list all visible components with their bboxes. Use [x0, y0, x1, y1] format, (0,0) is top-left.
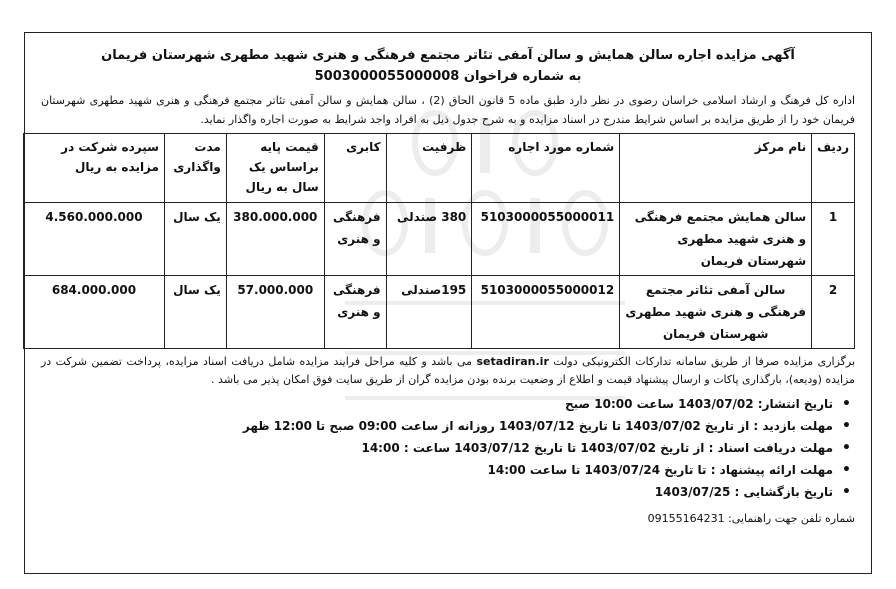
date-opening: • تاریخ بازگشایی : 1403/07/25 — [41, 481, 833, 503]
dates-list — [41, 393, 855, 503]
title-line-2: به شماره فراخوان 5003000055000008 — [314, 69, 582, 84]
date-proposal: • مهلت ارائه پیشنهاد : تا تاریخ 1403/07/24 تا ساعت 14:00 — [41, 459, 833, 481]
table-row — [24, 203, 855, 276]
procedure-paragraph — [41, 353, 855, 389]
cell-usage: فرهنگی و هنری — [324, 203, 386, 276]
date-documents: • مهلت دریافت اسناد : از تاریخ 1403/07/02 تا تاریخ 1403/07/12 ساعت : 14:00 — [41, 437, 833, 459]
cell-center-name: سالن همایش مجتمع فرهنگی و هنری شهید مطهری شهرستان فریمان — [620, 203, 812, 276]
cell-duration: یک سال — [164, 276, 226, 349]
cell-base-price: 380.000.000 — [226, 203, 324, 276]
cell-capacity: 380 صندلی — [386, 203, 472, 276]
header-capacity: ظرفیت — [386, 134, 472, 203]
header-center-name: نام مرکز — [620, 134, 812, 203]
cell-usage: فرهنگی و هنری — [324, 276, 386, 349]
notice-frame — [24, 32, 872, 574]
cell-deposit: 684.000.000 — [24, 276, 165, 349]
header-deposit: سپرده شرکت در مزایده به ریال — [24, 134, 165, 203]
cell-duration: یک سال — [164, 203, 226, 276]
table-row — [24, 276, 855, 349]
procedure-text-1: برگزاری مزایده صرفا از طریق سامانه تدارکات الکترونیکی دولت — [553, 355, 856, 368]
header-base-price: قیمت پایه براساس یک سال به ریال — [226, 134, 324, 203]
cell-deposit: 4.560.000.000 — [24, 203, 165, 276]
cell-base-price: 57.000.000 — [226, 276, 324, 349]
cell-row-number: 2 — [812, 276, 855, 349]
date-visit: • مهلت بازدید : از تاریخ 1403/07/02 تا تاریخ 1403/07/12 روزانه از ساعت 09:00 صبح تا 12:00 ظهر — [41, 415, 833, 437]
guidance-phone: شماره تلفن جهت راهنمایی: 09155164231 — [647, 512, 855, 525]
procedure-text-2: می باشد و کلیه مراحل فرایند مزایده شامل دریافت اسناد مزایده، پرداخت تضمین شرکت در مزایده (ودیعه)، بارگذاری پاکات و ارسال پیشنهاد قیمت و اطلاع از وضعیت برنده بودن مزایده گران از طریق سایت فوق امکان پذیر می باشد . — [41, 355, 855, 386]
cell-center-name: سالن آمفی تئاتر مجتمع فرهنگی و هنری شهید مطهری شهرستان فریمان — [620, 276, 812, 349]
header-row-number: ردیف — [812, 134, 855, 203]
auction-table — [23, 133, 855, 349]
date-publish: • تاریخ انتشار: 1403/07/02 ساعت 10:00 صبح — [41, 393, 833, 415]
header-lease-number: شماره مورد اجاره — [472, 134, 620, 203]
table-header-row — [24, 134, 855, 203]
intro-paragraph: اداره کل فرهنگ و ارشاد اسلامی خراسان رضوی در نظر دارد طبق ماده 5 قانون الحاق (2) ، سالن همایش و سالن آمفی تئاتر مجتمع فرهنگی و هنری شهید مطهری شهرستان فریمان خود را از طریق مزایده بر اساس شرایط مندرج در اسناد مزایده و به شرح جدول ذیل به افراد واجد شرایط به صورت اجاره واگذار نماید. — [41, 94, 855, 126]
cell-row-number: 1 — [812, 203, 855, 276]
title-line-1: آگهی مزایده اجاره سالن همایش و سالن آمفی تئاتر مجتمع فرهنگی و هنری شهید مطهری شهرستان فریمان — [101, 48, 795, 63]
header-usage: کابری — [324, 134, 386, 203]
notice-title — [41, 45, 855, 87]
header-duration: مدت واگذاری — [164, 134, 226, 203]
cell-capacity: 195صندلی — [386, 276, 472, 349]
cell-lease-number: 5103000055000011 — [472, 203, 620, 276]
cell-lease-number: 5103000055000012 — [472, 276, 620, 349]
setadiran-site: setadiran.ir — [476, 355, 549, 368]
